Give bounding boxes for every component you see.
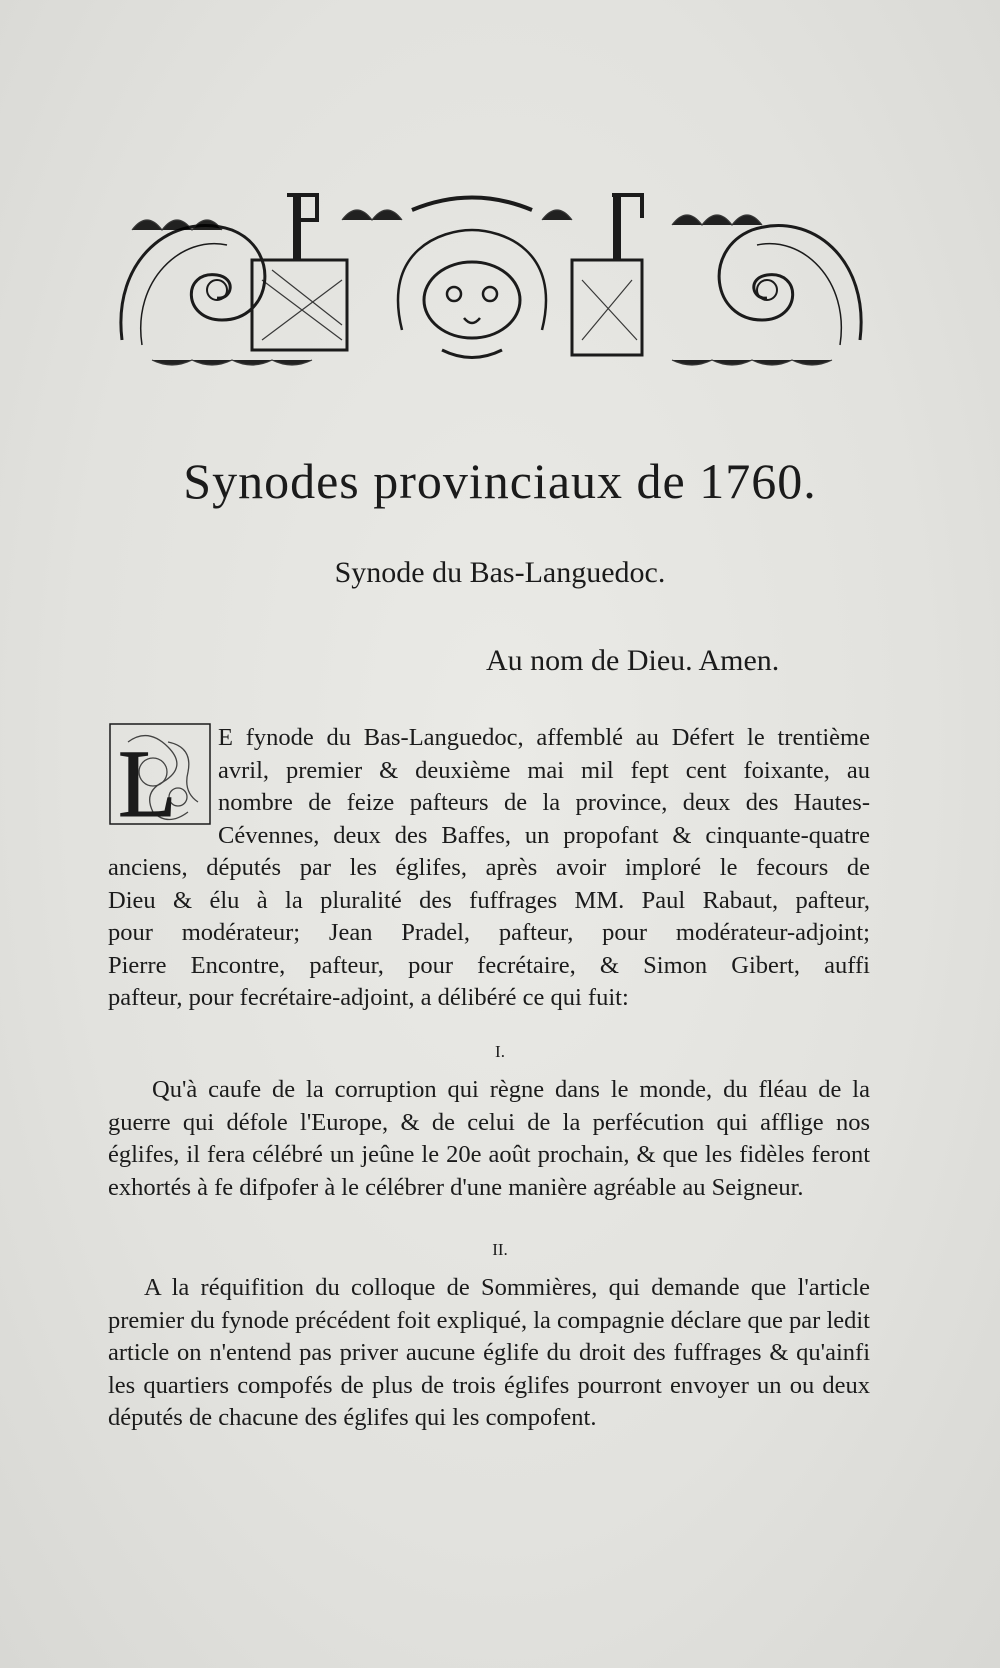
paragraph-line: Cévennes, deux des Baffes, un propofant & cinquante-quatre — [218, 821, 870, 849]
article-text: Qu'à caufe de la corruption qui règne dans le monde, du fléau de la guerre qui défole l'Europe, & de celui de la perfécution qui afflige nos églifes, il fera célébré un jeûne le 20e août prochain, & que les fidèles feront exhortés à fe difpofer à le célébrer d'une manière agréable au Seigneur. — [108, 1076, 870, 1201]
paragraph-line: pafteur, pour fecrétaire-adjoint, a délibéré ce qui fuit: — [108, 984, 629, 1011]
paragraph-line: nombre de feize pafteurs de la province, deux des Hautes- — [218, 789, 870, 816]
paragraph-line: Dieu & élu à la pluralité des fuffrages MM. Paul Rabaut, pafteur, — [108, 886, 870, 914]
paragraph-line: Pierre Encontre, pafteur, pour fecrétaire, & Simon Gibert, auffi — [108, 951, 870, 979]
paragraph-line: anciens, députés par les églifes, après avoir imploré le fecours de — [108, 854, 870, 881]
drop-cap-letter: L — [118, 730, 177, 826]
article-numeral: II. — [492, 1240, 508, 1259]
paragraph-line: avril, premier & deuxième mai mil fept cent foixante, au — [218, 756, 870, 784]
article-numeral: I. — [495, 1042, 505, 1061]
paragraph-line: pour modérateur; Jean Pradel, pafteur, pour modérateur-adjoint; — [108, 919, 870, 946]
opening-paragraph — [108, 722, 870, 1015]
page-title: Synodes provinciaux de 1760. — [183, 453, 817, 509]
paragraph-line: E fynode du Bas-Languedoc, affemblé au Défert le trentième — [218, 724, 870, 751]
invocation: Au nom de Dieu. Amen. — [486, 644, 780, 677]
section-subtitle: Synode du Bas-Languedoc. — [334, 556, 666, 589]
article-text: A la réquifition du colloque de Sommières, qui demande que l'article premier du fynode précédent foit expliqué, la compagnie déclare que par ledit article on n'entend pas priver aucune églife du droit des fuffrages & qu'ainfi les quartiers compofés de plus de trois églifes pourront envoyer un ou deux députés de chacune des églifes qui les compofent. — [108, 1274, 870, 1431]
ornamental-headpiece — [112, 190, 870, 380]
